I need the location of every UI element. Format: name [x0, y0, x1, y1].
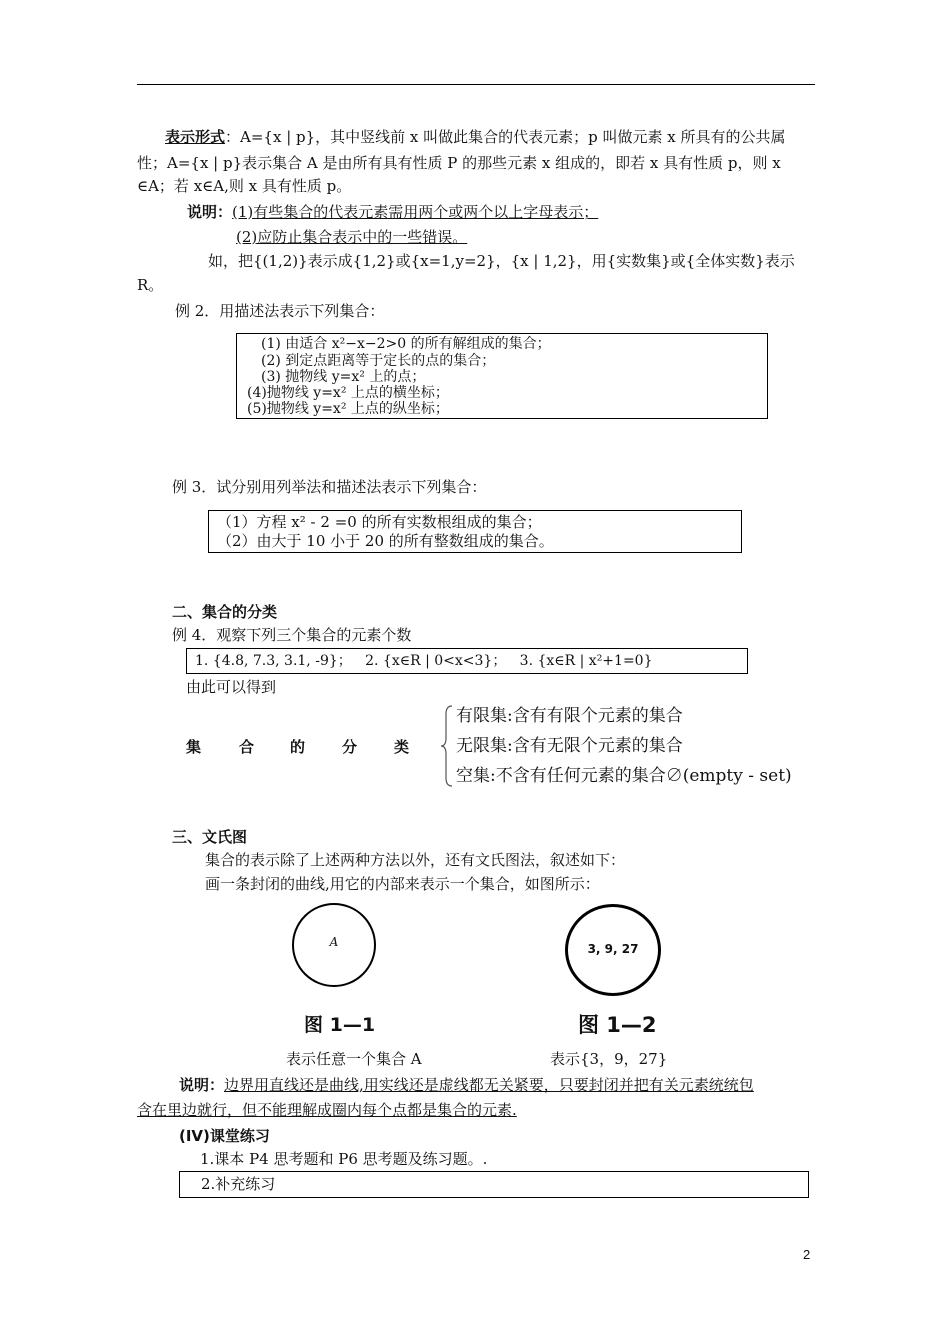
- classify-label-char: 分: [342, 738, 358, 756]
- classify-label-char: 类: [394, 738, 410, 756]
- section-3-heading: 三、文氏图: [172, 828, 248, 846]
- class-finite: 有限集:含有有限个元素的集合: [456, 706, 683, 726]
- class-infinite: 无限集:含有无限个元素的集合: [456, 736, 683, 756]
- example-2-item: (3) 抛物线 y=x² 上的点；: [261, 369, 426, 385]
- classify-label-char: 合: [239, 738, 255, 756]
- header-rule: [137, 84, 815, 85]
- figure-2-caption: 图 1—2: [578, 1013, 657, 1037]
- example-3-item: （1）方程 x² - 2 =0 的所有实数根组成的集合；: [217, 513, 542, 531]
- venn-note: 说明：边界用直线还是曲线,用实线还是虚线都无关紧要，只要封闭并把有关元素统统包: [179, 1076, 754, 1094]
- classification-brace: [440, 704, 454, 788]
- note-item-1: (1)有些集合的代表元素需用两个或两个以上字母表示；: [232, 203, 599, 221]
- section-4-heading: (IV)课堂练习: [179, 1127, 270, 1145]
- example-2-item: (1) 由适合 x²−x−2>0 的所有解组成的集合；: [261, 336, 551, 352]
- note-example-line-2: R。: [137, 276, 164, 294]
- example-2-item: (2) 到定点距离等于定长的点的集合；: [261, 353, 496, 369]
- venn-circle-2: [565, 904, 661, 996]
- figure-1-caption: 图 1—1: [304, 1014, 376, 1036]
- definition-line-2: 性；A={x | p}表示集合 A 是由所有具有性质 P 的那些元素 x 组成的，即若 x 具有性质 p，则 x: [137, 154, 781, 172]
- example-4-sets: 1. {4.8, 7.3, 3.1, -9}； 2. {x∈R | 0<x<3}； 3. {x∈R | x²+1=0}: [195, 653, 653, 669]
- note-example-line-1: 如，把{(1,2)}表示成{1,2}或{x=1,y=2}，{x | 1,2}，用{实数集}或{全体实数}表示: [208, 252, 795, 270]
- exercise-item-1: 1.课本 P4 思考题和 P6 思考题及练习题。.: [200, 1150, 488, 1168]
- example-4-box: [186, 648, 748, 674]
- example-2-box: [236, 333, 768, 419]
- class-empty: 空集:不含有任何元素的集合∅(empty - set): [456, 766, 792, 786]
- exercise-box: [179, 1171, 809, 1198]
- venn-circle-1: [292, 903, 376, 987]
- definition-paragraph: 表示形式：A={x | p}，其中竖线前 x 叫做此集合的代表元素；p 叫做元素 x 所具有的公共属: [165, 128, 786, 146]
- conclusion-text: 由此可以得到: [186, 678, 277, 696]
- definition-line-3: ∈A；若 x∈A,则 x 具有性质 p。: [137, 177, 352, 195]
- venn-intro-line-1: 集合的表示除了上述两种方法以外，还有文氏图法，叙述如下：: [205, 851, 626, 869]
- venn-note-line-2: 含在里边就行，但不能理解成圈内每个点都是集合的元素.: [137, 1101, 517, 1119]
- example-2-item: (4)抛物线 y=x² 上点的横坐标；: [247, 385, 449, 401]
- venn-circle-2-label: 3, 9, 27: [587, 942, 639, 956]
- example-3-item: （2）由大于 10 小于 20 的所有整数组成的集合。: [217, 532, 554, 550]
- exercise-item-2: 2.补充练习: [201, 1175, 276, 1193]
- example-3-title: 例 3．试分别用列举法和描述法表示下列集合：: [172, 478, 487, 496]
- example-2-item: (5)抛物线 y=x² 上点的纵坐标；: [247, 401, 449, 417]
- venn-intro-line-2: 画一条封闭的曲线,用它的内部来表示一个集合，如图所示：: [205, 875, 600, 893]
- example-2-title: 例 2．用描述法表示下列集合：: [175, 302, 385, 320]
- figure-1-description: 表示任意一个集合 A: [286, 1050, 422, 1068]
- note-label: 说明：(1)有些集合的代表元素需用两个或两个以上字母表示；: [187, 203, 599, 221]
- figure-2-description: 表示{3，9，27}: [550, 1050, 668, 1068]
- page-number: 2: [803, 1247, 811, 1262]
- classify-label-char: 的: [290, 738, 306, 756]
- example-3-box: [208, 510, 742, 553]
- section-2-heading: 二、集合的分类: [172, 603, 278, 621]
- example-4-title: 例 4．观察下列三个集合的元素个数: [172, 626, 412, 644]
- classify-label-char: 集: [186, 738, 202, 756]
- label-representation-form: 表示形式: [165, 128, 226, 146]
- venn-circle-1-label: A: [329, 935, 339, 949]
- note-item-2: (2)应防止集合表示中的一些错误。: [236, 228, 468, 246]
